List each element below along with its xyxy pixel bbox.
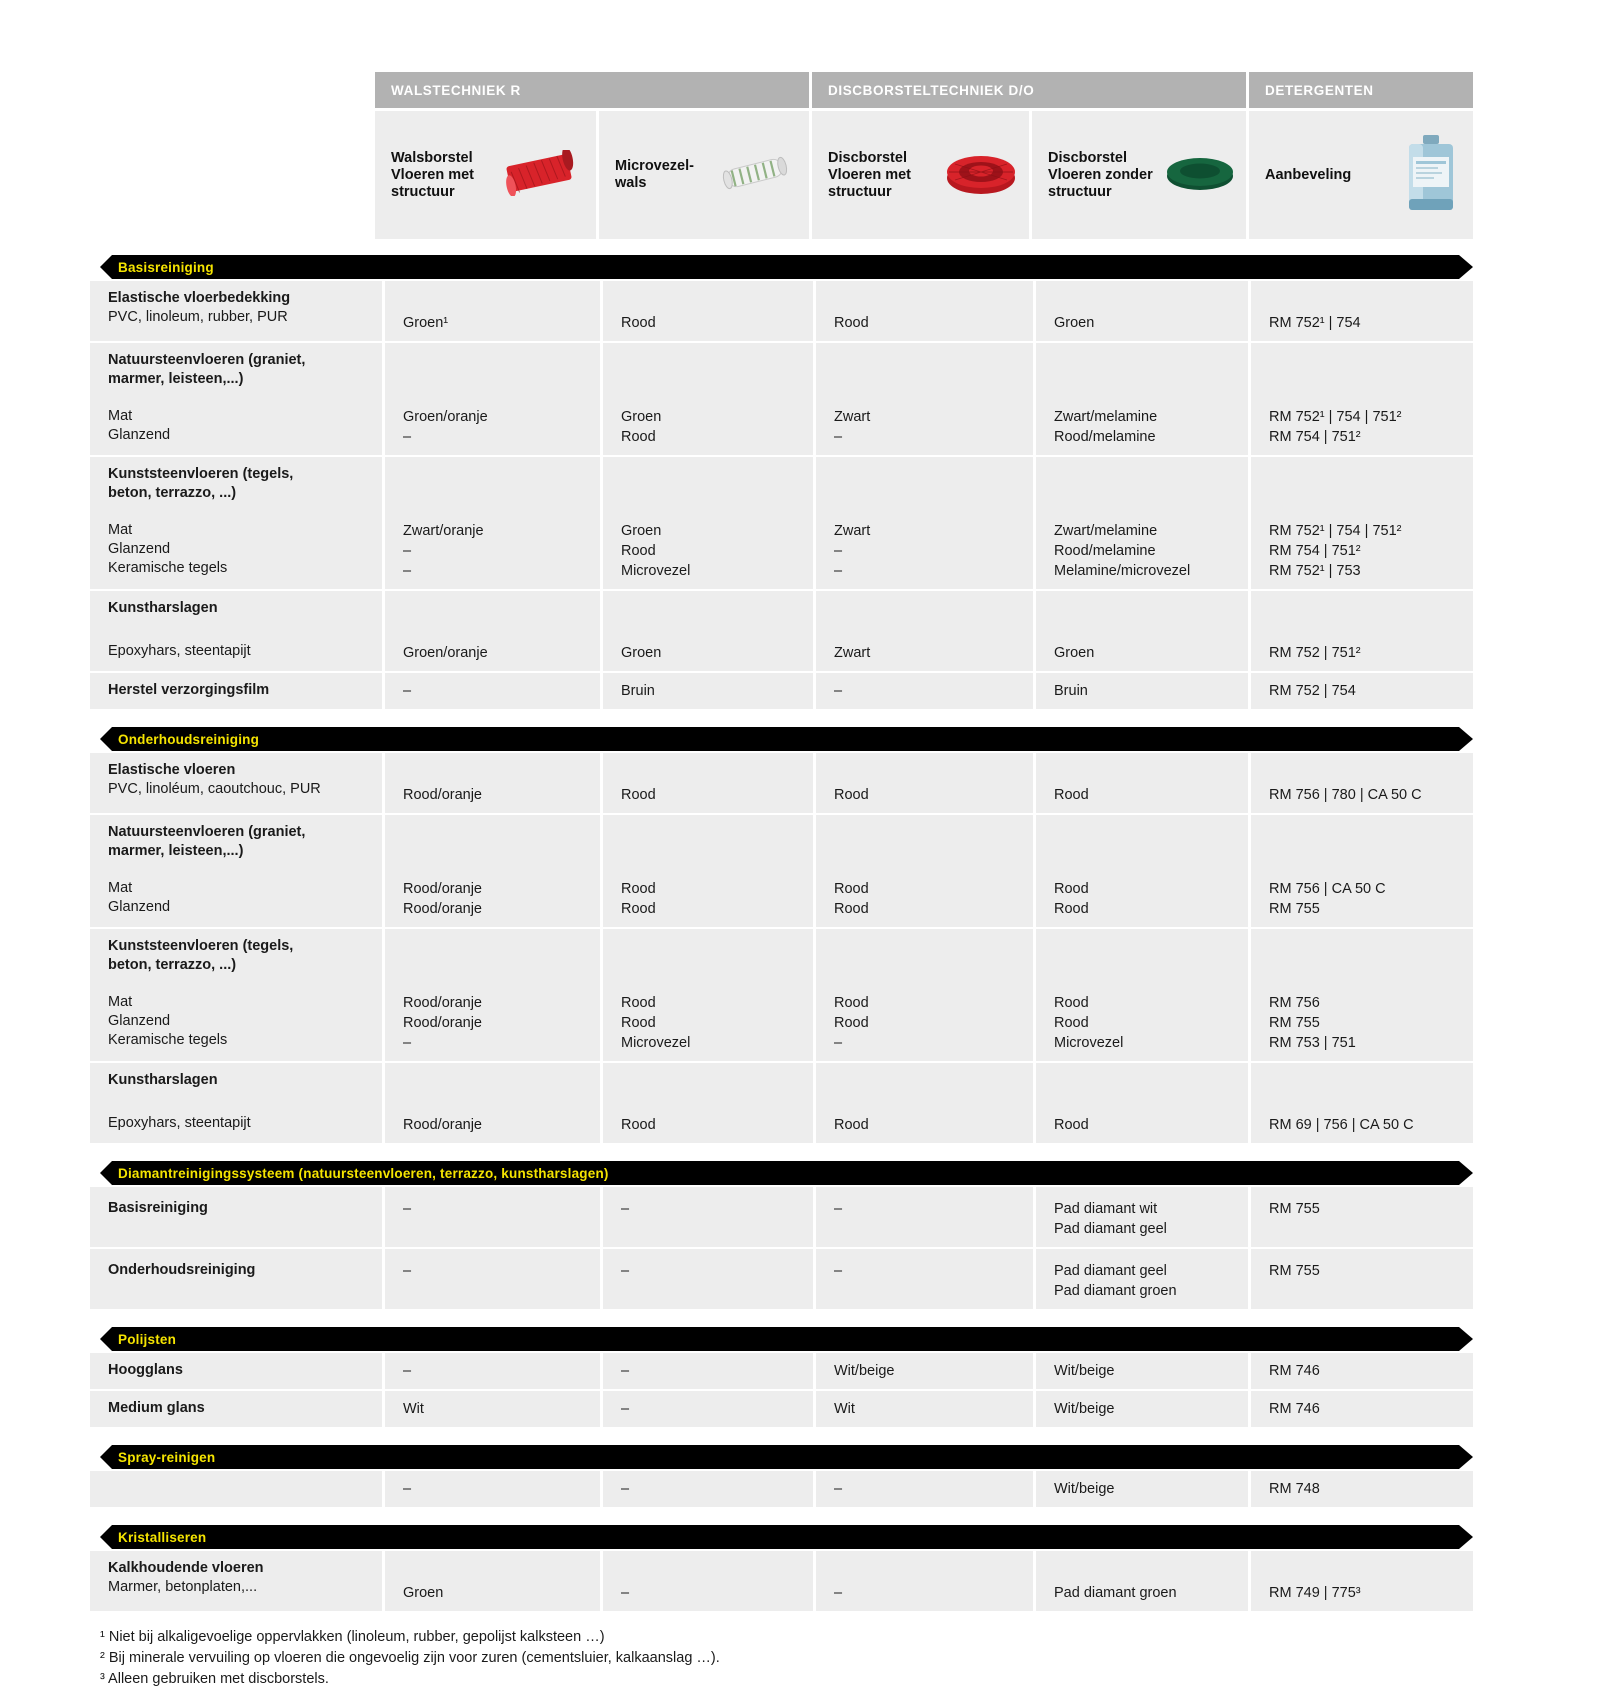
cell-microvezel: Rood	[603, 753, 816, 813]
section-band-onderhoudsreiniging	[90, 727, 1473, 751]
table-row	[90, 281, 1473, 341]
footnote-2: ² Bij minerale vervuiling op vloeren die ongevoelig zijn voor zuren (cementsluier, kalkaanslag …).	[100, 1650, 720, 1666]
cell-discborstel-structuur: Wit	[816, 1391, 1036, 1427]
row-label: Herstel verzorgingsfilm	[90, 673, 385, 709]
cell-aanbeveling: RM 755	[1251, 1187, 1473, 1247]
cell-aanbeveling: RM 749 | 775³	[1251, 1551, 1473, 1611]
cell-discborstel-structuur: –	[816, 673, 1036, 709]
table-row	[90, 1187, 1473, 1247]
section-title: Polijsten	[118, 1331, 177, 1347]
row-label: Kalkhoudende vloeren Marmer, betonplaten,...	[90, 1551, 385, 1611]
cell-microvezel: Groen Rood Microvezel	[603, 457, 816, 589]
footnotes	[100, 1627, 1600, 1690]
group-header-detergenten: DETERGENTEN	[1249, 72, 1473, 108]
cell-aanbeveling: RM 69 | 756 | CA 50 C	[1251, 1063, 1473, 1143]
cell-aanbeveling: RM 752 | 754	[1251, 673, 1473, 709]
section-band-diamantreinigingssysteem	[90, 1161, 1473, 1185]
cell-walsborstel: –	[385, 673, 603, 709]
cell-discborstel-zonder: Rood Rood	[1036, 815, 1251, 927]
cell-walsborstel: –	[385, 1471, 603, 1507]
table-row	[90, 1391, 1473, 1427]
cell-aanbeveling: RM 756 | CA 50 C RM 755	[1251, 815, 1473, 927]
section-band-basisreiniging	[90, 255, 1473, 279]
cell-discborstel-zonder: Wit/beige	[1036, 1353, 1251, 1389]
cell-discborstel-structuur: Zwart –	[816, 343, 1036, 455]
cell-discborstel-structuur: –	[816, 1249, 1036, 1309]
cell-walsborstel: Rood/oranje	[385, 1063, 603, 1143]
cell-walsborstel: Groen/oranje	[385, 591, 603, 671]
cell-aanbeveling: RM 746	[1251, 1353, 1473, 1389]
section-title: Diamantreinigingssysteem (natuursteenvloeren, terrazzo, kunstharslagen)	[118, 1165, 609, 1181]
cell-discborstel-structuur: –	[816, 1471, 1036, 1507]
product-discborstel-structuur-title: Discborstel Vloeren met structuur	[828, 149, 911, 200]
cell-microvezel: Groen	[603, 591, 816, 671]
cell-discborstel-structuur: Rood	[816, 281, 1036, 341]
cell-aanbeveling: RM 756 | 780 | CA 50 C	[1251, 753, 1473, 813]
cell-discborstel-structuur: Zwart	[816, 591, 1036, 671]
cell-walsborstel: –	[385, 1187, 603, 1247]
product-aanbeveling-title: Aanbeveling	[1265, 166, 1352, 183]
section-title: Spray-reinigen	[118, 1449, 216, 1465]
table-row	[90, 673, 1473, 709]
row-label: Natuursteenvloeren (graniet, marmer, leisteen,...) Mat Glanzend	[90, 815, 385, 927]
cell-discborstel-zonder: Groen	[1036, 281, 1251, 341]
cell-walsborstel: Rood/oranje	[385, 753, 603, 813]
cell-discborstel-zonder: Rood	[1036, 1063, 1251, 1143]
detergent-bottle-icon	[1399, 133, 1463, 218]
section-title: Onderhoudsreiniging	[118, 731, 260, 747]
cell-discborstel-zonder: Zwart/melamine Rood/melamine Melamine/microvezel	[1036, 457, 1251, 589]
table-row	[90, 591, 1473, 671]
row-label: Kunststeenvloeren (tegels, beton, terrazzo, ...) Mat Glanzend Keramische tegels	[90, 929, 385, 1061]
cell-discborstel-zonder: Pad diamant wit Pad diamant geel	[1036, 1187, 1251, 1247]
cell-microvezel: –	[603, 1353, 816, 1389]
table-row	[90, 815, 1473, 927]
cell-walsborstel: Groen	[385, 1551, 603, 1611]
cell-walsborstel: Groen/oranje –	[385, 343, 603, 455]
table-row	[90, 1353, 1473, 1389]
cell-walsborstel: Wit	[385, 1391, 603, 1427]
cell-microvezel: –	[603, 1551, 816, 1611]
section-title: Basisreiniging	[118, 259, 214, 275]
cell-discborstel-zonder: Pad diamant groen	[1036, 1551, 1251, 1611]
table-row	[90, 1471, 1473, 1507]
row-label: Kunststeenvloeren (tegels, beton, terrazzo, ...) Mat Glanzend Keramische tegels	[90, 457, 385, 589]
cell-discborstel-zonder: Rood Rood Microvezel	[1036, 929, 1251, 1061]
table-row	[90, 1249, 1473, 1309]
section-band-polijsten	[90, 1327, 1473, 1351]
row-label	[90, 1471, 385, 1507]
group-header-discborsteltechniek: DISCBORSTELTECHNIEK D/O	[812, 72, 1249, 108]
red-disc-brush-icon	[943, 148, 1019, 203]
product-aanbeveling	[1249, 111, 1473, 239]
table-row	[90, 1063, 1473, 1143]
cell-microvezel: –	[603, 1471, 816, 1507]
table-row	[90, 1551, 1473, 1611]
product-header-row	[375, 111, 1473, 239]
cell-discborstel-structuur: –	[816, 1187, 1036, 1247]
cell-discborstel-zonder: Pad diamant geel Pad diamant groen	[1036, 1249, 1251, 1309]
cell-microvezel: –	[603, 1249, 816, 1309]
cell-discborstel-structuur: Rood	[816, 753, 1036, 813]
cell-microvezel: Bruin	[603, 673, 816, 709]
cell-aanbeveling: RM 756 RM 755 RM 753 | 751	[1251, 929, 1473, 1061]
red-roller-brush-icon	[498, 150, 586, 201]
product-discborstel-structuur	[812, 111, 1032, 239]
product-microvezelwals	[599, 111, 812, 239]
cell-walsborstel: –	[385, 1353, 603, 1389]
cell-microvezel: –	[603, 1187, 816, 1247]
cell-walsborstel: Groen¹	[385, 281, 603, 341]
cell-microvezel: Rood	[603, 281, 816, 341]
row-label: Elastische vloeren PVC, linoléum, caoutchouc, PUR	[90, 753, 385, 813]
footnote-1: ¹ Niet bij alkaligevoelige oppervlakken (linoleum, rubber, gepolijst kalksteen …)	[100, 1629, 605, 1645]
row-label: Medium glans	[90, 1391, 385, 1427]
row-label: Kunstharslagen Epoxyhars, steentapijt	[90, 591, 385, 671]
section-band-kristalliseren	[90, 1525, 1473, 1549]
table-row	[90, 929, 1473, 1061]
cell-discborstel-zonder: Bruin	[1036, 673, 1251, 709]
cell-walsborstel: –	[385, 1249, 603, 1309]
cell-discborstel-structuur: –	[816, 1551, 1036, 1611]
section-band-spray-reinigen	[90, 1445, 1473, 1469]
cell-aanbeveling: RM 752¹ | 754 | 751² RM 754 | 751²	[1251, 343, 1473, 455]
table-row	[90, 753, 1473, 813]
section-title: Kristalliseren	[118, 1529, 207, 1545]
cell-discborstel-zonder: Rood	[1036, 753, 1251, 813]
cell-discborstel-zonder: Groen	[1036, 591, 1251, 671]
cell-walsborstel: Rood/oranje Rood/oranje –	[385, 929, 603, 1061]
row-label: Natuursteenvloeren (graniet, marmer, leisteen,...) Mat Glanzend	[90, 343, 385, 455]
white-microfiber-roller-icon	[711, 150, 799, 201]
cell-walsborstel: Zwart/oranje – –	[385, 457, 603, 589]
cell-discborstel-structuur: Rood Rood –	[816, 929, 1036, 1061]
cell-aanbeveling: RM 746	[1251, 1391, 1473, 1427]
cell-discborstel-zonder: Wit/beige	[1036, 1391, 1251, 1427]
row-label: Basisreiniging	[90, 1187, 385, 1247]
cell-microvezel: Rood	[603, 1063, 816, 1143]
row-label: Onderhoudsreiniging	[90, 1249, 385, 1309]
cell-microvezel: Rood Rood Microvezel	[603, 929, 816, 1061]
product-walsborstel	[375, 111, 599, 239]
product-walsborstel-title: Walsborstel Vloeren met structuur	[391, 149, 474, 200]
row-label: Hoogglans	[90, 1353, 385, 1389]
group-header-walstechniek: WALSTECHNIEK R	[375, 72, 812, 108]
product-microvezelwals-title: Microvezel- wals	[615, 158, 694, 191]
row-label: Kunstharslagen Epoxyhars, steentapijt	[90, 1063, 385, 1143]
product-discborstel-zonder-structuur	[1032, 111, 1249, 239]
cell-discborstel-structuur: Rood Rood	[816, 815, 1036, 927]
footnote-3: ³ Alleen gebruiken met discborstels.	[100, 1671, 329, 1687]
cell-microvezel: –	[603, 1391, 816, 1427]
green-pad-icon	[1164, 154, 1236, 197]
cell-aanbeveling: RM 752¹ | 754	[1251, 281, 1473, 341]
cell-microvezel: Rood Rood	[603, 815, 816, 927]
cell-aanbeveling: RM 748	[1251, 1471, 1473, 1507]
cell-microvezel: Groen Rood	[603, 343, 816, 455]
cell-discborstel-zonder: Wit/beige	[1036, 1471, 1251, 1507]
table-row	[90, 457, 1473, 589]
cell-discborstel-structuur: Zwart – –	[816, 457, 1036, 589]
cell-discborstel-structuur: Wit/beige	[816, 1353, 1036, 1389]
product-discborstel-zonder-structuur-title: Discborstel Vloeren zonder structuur	[1048, 149, 1153, 200]
cell-aanbeveling: RM 755	[1251, 1249, 1473, 1309]
cell-aanbeveling: RM 752 | 751²	[1251, 591, 1473, 671]
group-header-bar	[375, 72, 1473, 108]
row-label: Elastische vloerbedekking PVC, linoleum, rubber, PUR	[90, 281, 385, 341]
table-row	[90, 343, 1473, 455]
cell-aanbeveling: RM 752¹ | 754 | 751² RM 754 | 751² RM 752¹ | 753	[1251, 457, 1473, 589]
cell-discborstel-structuur: Rood	[816, 1063, 1036, 1143]
cell-discborstel-zonder: Zwart/melamine Rood/melamine	[1036, 343, 1251, 455]
cell-walsborstel: Rood/oranje Rood/oranje	[385, 815, 603, 927]
